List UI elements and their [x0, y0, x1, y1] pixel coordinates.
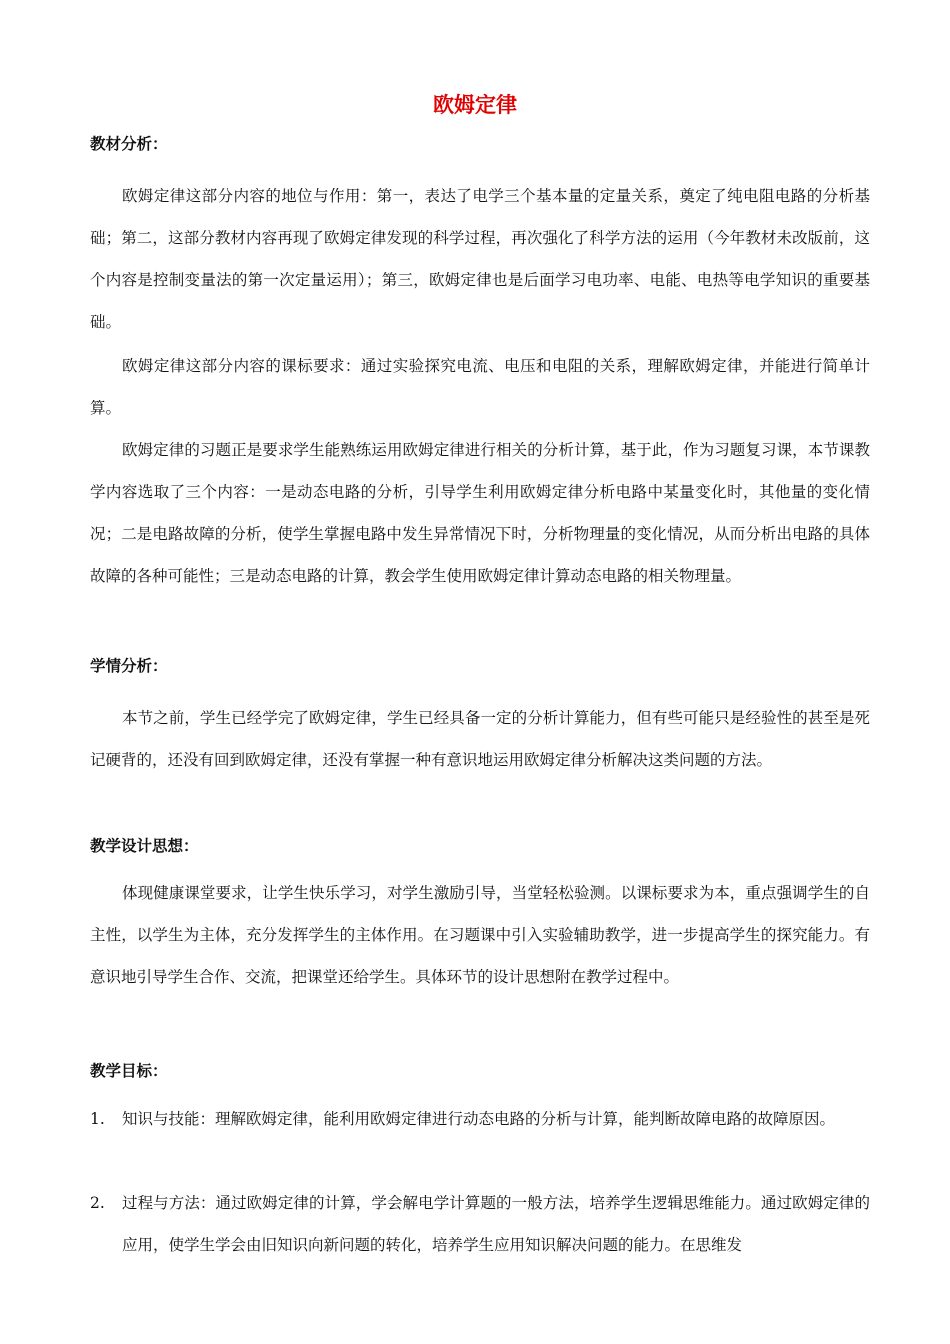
- section-heading-textbook-analysis: 教材分析：: [90, 134, 168, 153]
- list-item-text: 过程与方法：通过欧姆定律的计算，学会解电学计算题的一般方法，培养学生逻辑思维能力。通过欧姆定律的应用，使学生学会由旧知识向新问题的转化，培养学生应用知识解决问题的能力。在思维发: [122, 1194, 870, 1254]
- list-item-text: 知识与技能：理解欧姆定律，能利用欧姆定律进行动态电路的分析与计算，能判断故障电路的故障原因。: [122, 1110, 836, 1128]
- section-heading-design-idea: 教学设计思想：: [90, 836, 199, 855]
- section-heading-teaching-goals: 教学目标：: [90, 1061, 168, 1080]
- document-title: 欧姆定律: [433, 92, 517, 117]
- list-item: [90, 1098, 870, 1140]
- list-item: [90, 1182, 870, 1266]
- paragraph: 本节之前，学生已经学完了欧姆定律，学生已经具备一定的分析计算能力，但有些可能只是经验性的甚至是死记硬背的，还没有回到欧姆定律，还没有掌握一种有意识地运用欧姆定律分析解决这类问题的方法。: [90, 709, 870, 769]
- section-heading-student-analysis: 学情分析：: [90, 656, 168, 675]
- paragraph: 欧姆定律的习题正是要求学生能熟练运用欧姆定律进行相关的分析计算，基于此，作为习题复习课，本节课教学内容选取了三个内容：一是动态电路的分析，引导学生利用欧姆定律分析电路中某量变化时，其他量的变化情况；二是电路故障的分析，使学生掌握电路中发生异常情况下时，分析物理量的变化情况，从而分析出电路的具体故障的各种可能性；三是动态电路的计算，教会学生使用欧姆定律计算动态电路的相关物理量。: [90, 441, 870, 585]
- list-item-number: 1.: [90, 1110, 105, 1128]
- list-item-number: 2.: [90, 1194, 105, 1212]
- paragraph: 体现健康课堂要求，让学生快乐学习，对学生激励引导，当堂轻松验测。以课标要求为本，重点强调学生的自主性，以学生为主体，充分发挥学生的主体作用。在习题课中引入实验辅助教学，进一步提高学生的探究能力。有意识地引导学生合作、交流，把课堂还给学生。具体环节的设计思想附在教学过程中。: [90, 884, 870, 986]
- paragraph: 欧姆定律这部分内容的课标要求：通过实验探究电流、电压和电阻的关系，理解欧姆定律，并能进行简单计算。: [90, 357, 870, 417]
- paragraph: 欧姆定律这部分内容的地位与作用：第一，表达了电学三个基本量的定量关系，奠定了纯电阻电路的分析基础；第二，这部分教材内容再现了欧姆定律发现的科学过程，再次强化了科学方法的运用（今年教材未改版前，这个内容是控制变量法的第一次定量运用）；第三，欧姆定律也是后面学习电功率、电能、电热等电学知识的重要基础。: [90, 187, 870, 331]
